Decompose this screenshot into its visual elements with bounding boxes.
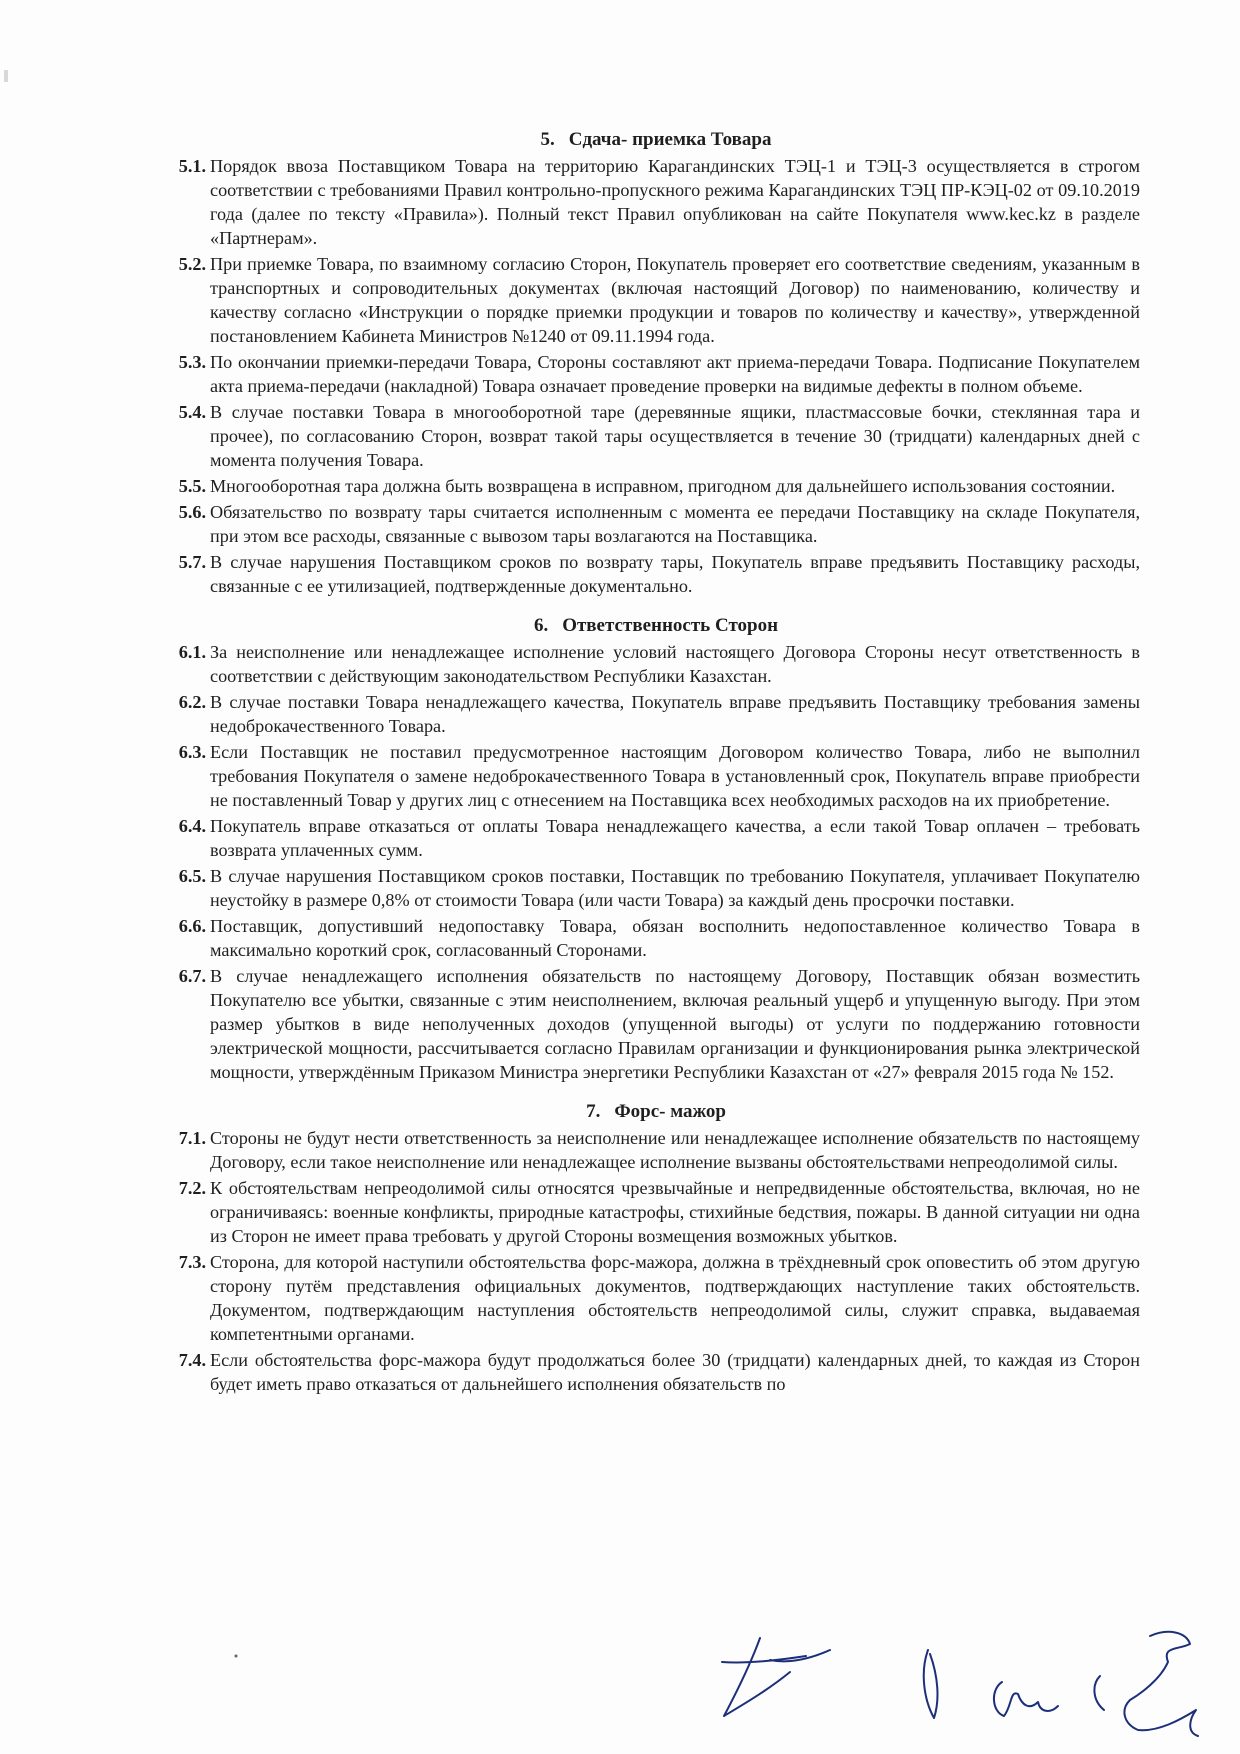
- clause-number: 7.2.: [178, 1178, 206, 1198]
- section-6: [172, 614, 1140, 1084]
- clause-number: 5.6.: [178, 502, 206, 522]
- clause-number: 6.5.: [178, 866, 206, 886]
- section-number: 7.: [586, 1101, 601, 1122]
- clause-number: 6.3.: [178, 742, 206, 762]
- section-title: Сдача- приемка Товара: [568, 129, 772, 150]
- clause-text: Покупатель вправе отказаться от оплаты Товара ненадлежащего качества, а если такой Товар оплачен – требовать возврата уплаченных сумм.: [210, 816, 1140, 860]
- section-title: Форс- мажор: [614, 1101, 726, 1122]
- clause: [172, 350, 1140, 398]
- clause-text: В случае поставки Товара ненадлежащего качества, Покупатель вправе предъявить Поставщику требования замены недоброкачественного Товара.: [210, 692, 1140, 736]
- clause-text: К обстоятельствам непреодолимой силы относятся чрезвычайные и непредвиденные обстоятельства, включая, но не ограничиваясь: военные конфликты, природные катастрофы, стихийные бедствия, пожары. В данной ситуации ни одна из Сторон не имеет права требовать у другой Стороны возмещения возможных убытков.: [210, 1178, 1140, 1246]
- clause-number: 7.1.: [178, 1128, 206, 1148]
- clause-number: 5.2.: [178, 254, 206, 274]
- clause-number: 6.6.: [178, 916, 206, 936]
- clause: [172, 1126, 1140, 1174]
- stray-dot: [235, 1655, 238, 1658]
- clause: [172, 500, 1140, 548]
- clause-number: 6.7.: [178, 966, 206, 986]
- clause-text: Если Поставщик не поставил предусмотренное настоящим Договором количество Товара, либо не выполнил требования Покупателя о замене недоброкачественного Товара в установленный срок, Покупатель вправе приобрести не поставленный Товар у других лиц с отнесением на Поставщика всех необходимых расходов на их приобретение.: [210, 742, 1140, 810]
- clause-number: 6.2.: [178, 692, 206, 712]
- clause-text: За неисполнение или ненадлежащее исполнение условий настоящего Договора Стороны несут ответственность в соответствии с действующим законодательством Республики Казахстан.: [210, 642, 1140, 686]
- clause: [172, 400, 1140, 472]
- clause-text: Если обстоятельства форс-мажора будут продолжаться более 30 (тридцати) календарных дней, то каждая из Сторон будет иметь право отказаться от дальнейшего исполнения обязательств по: [210, 1350, 1140, 1394]
- section-number: 6.: [533, 615, 549, 636]
- clause-number: 5.7.: [178, 552, 206, 572]
- clause-text: Поставщик, допустивший недопоставку Товара, обязан восполнить недопоставленное количество Товара в максимально короткий срок, согласованный Сторонами.: [210, 916, 1140, 960]
- clause-text: При приемке Товара, по взаимному согласию Сторон, Покупатель проверяет его соответствие сведениям, указанным в транспортных и сопроводительных документах (включая настоящий Договор) по наименованию, количеству и качеству согласно «Инструкции о порядке приемки продукции и товаров по количеству и качеству», утвержденной постановлением Кабинета Министров №1240 от 09.11.1994 года.: [210, 254, 1140, 346]
- clause-text: Порядок ввоза Поставщиком Товара на территорию Карагандинских ТЭЦ-1 и ТЭЦ-3 осуществляется в строгом соответствии с требованиями Правил контрольно-пропускного режима Карагандинских ТЭЦ ПР-КЭЦ-02 от 09.10.2019 года (далее по тексту «Правила»). Полный текст Правил опубликован на сайте Покупателя www.kec.kz в разделе «Партнерам».: [210, 156, 1140, 248]
- clause: [172, 914, 1140, 962]
- section-heading: [172, 128, 1140, 152]
- clause: [172, 1250, 1140, 1346]
- clause-number: 6.4.: [178, 816, 206, 836]
- clause-text: В случае нарушения Поставщиком сроков поставки, Поставщик по требованию Покупателя, уплачивает Покупателю неустойку в размере 0,8% от стоимости Товара (или части Товара) за каждый день просрочки поставки.: [210, 866, 1140, 910]
- clause-number: 5.3.: [178, 352, 206, 372]
- section-heading: [172, 614, 1140, 638]
- clause-text: Обязательство по возврату тары считается исполненным с момента ее передачи Поставщику на складе Покупателя, при этом все расходы, связанные с вывозом тары возлагаются на Поставщика.: [210, 502, 1140, 546]
- clause-number: 6.1.: [178, 642, 206, 662]
- scan-margin-mark: [4, 70, 8, 82]
- section-title: Ответственность Сторон: [562, 615, 779, 636]
- clause-text: Многооборотная тара должна быть возвращена в исправном, пригодном для дальнейшего использования состоянии.: [210, 476, 1116, 496]
- signature-1: [722, 1638, 830, 1716]
- section-number: 5.: [540, 129, 555, 150]
- clause-number: 5.1.: [178, 156, 206, 176]
- section-5: [172, 128, 1140, 598]
- clause-number: 7.3.: [178, 1252, 206, 1272]
- section-heading: [172, 1100, 1140, 1124]
- clause-text: В случае ненадлежащего исполнения обязательств по настоящему Договору, Поставщик обязан возместить Покупателю все убытки, связанные с этим неисполнением, включая реальный ущерб и упущенную выгоду. При этом размер убытков в виде неполученных доходов (упущенной выгоды) от услуги по поддержанию готовности электрической мощности, рассчитывается согласно Правилам организации и функционирования рынка электрической мощности, утверждённым Приказом Министра энергетики Республики Казахстан от «27» февраля 2015 года № 152.: [210, 966, 1140, 1082]
- clause: [172, 740, 1140, 812]
- clause: [172, 1176, 1140, 1248]
- clause: [172, 252, 1140, 348]
- clause-text: В случае поставки Товара в многооборотной таре (деревянные ящики, пластмассовые бочки, стеклянная тара и прочее), по согласованию Сторон, возврат такой тары осуществляется в течение 30 (тридцати) календарных дней с момента получения Товара.: [210, 402, 1140, 470]
- clause-number: 7.4.: [178, 1350, 206, 1370]
- clause: [172, 864, 1140, 912]
- clause: [172, 1348, 1140, 1396]
- signature-4: [1094, 1632, 1198, 1736]
- clause: [172, 550, 1140, 598]
- clause-number: 5.5.: [178, 476, 206, 496]
- clause-text: В случае нарушения Поставщиком сроков по возврату тары, Покупатель вправе предъявить Поставщику расходы, связанные с ее утилизацией, подтвержденные документально.: [210, 552, 1140, 596]
- clause-text: По окончании приемки-передачи Товара, Стороны составляют акт приема-передачи Товара. Подписание Покупателем акта приема-передачи (накладной) Товара означает проведение проверки на видимые дефекты в полном объеме.: [210, 352, 1140, 396]
- clause: [172, 964, 1140, 1084]
- clause-text: Стороны не будут нести ответственность за неисполнение или ненадлежащее исполнение обязательств по настоящему Договору, если такое неисполнение или ненадлежащее исполнение вызваны обстоятельствами непреодолимой силы.: [210, 1128, 1140, 1172]
- clause: [172, 154, 1140, 250]
- signature-2: [924, 1650, 938, 1718]
- clause: [172, 814, 1140, 862]
- clause-text: Сторона, для которой наступили обстоятельства форс-мажора, должна в трёхдневный срок оповестить об этом другую сторону путём представления официальных документов, подтверждающих наступление таких обстоятельств. Документом, подтверждающим наступления обстоятельств непреодолимой силы, служит справка, выдаваемая компетентными органами.: [210, 1252, 1140, 1344]
- clause-number: 5.4.: [178, 402, 206, 422]
- signature-3: [994, 1682, 1058, 1716]
- clause: [172, 474, 1140, 498]
- clause: [172, 640, 1140, 688]
- contract-text: [172, 128, 1140, 1398]
- signatures: [0, 1620, 1240, 1754]
- section-7: [172, 1100, 1140, 1396]
- clause: [172, 690, 1140, 738]
